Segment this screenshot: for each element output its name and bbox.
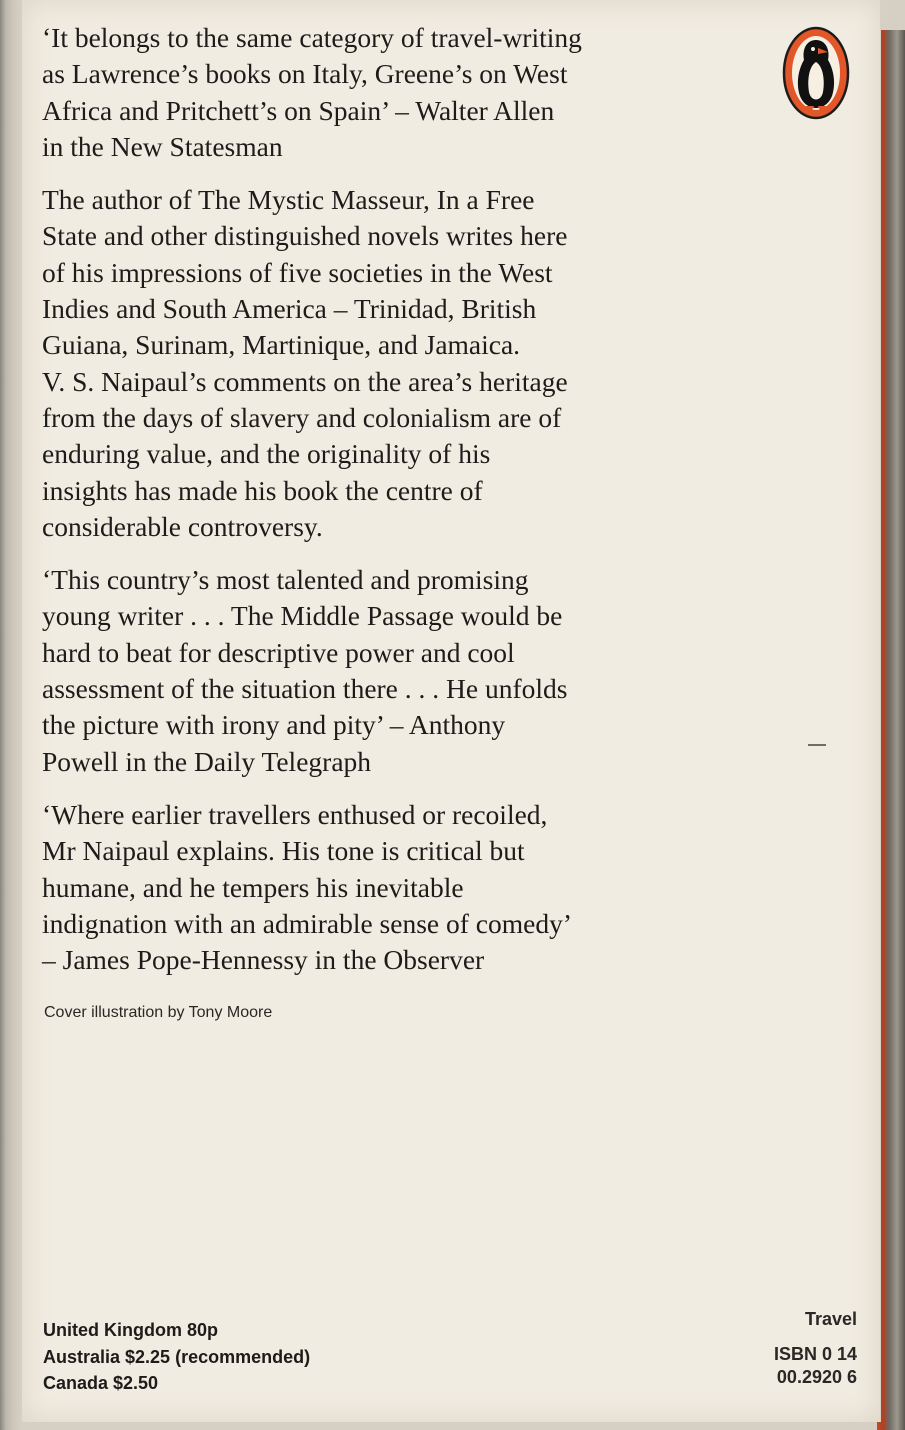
text-line: of his impressions of five societies in the West — [42, 256, 553, 288]
text-line: hard to beat for descriptive power and cool — [42, 636, 515, 668]
text-line: Guiana, Surinam, Martinique, and Jamaica. — [42, 329, 521, 361]
text-line: in the New Statesman — [42, 130, 283, 162]
text-line: as Lawrence’s books on Italy, Greene’s on West — [42, 58, 568, 90]
text-line: V. S. Naipaul’s comments on the area’s heritage — [42, 365, 568, 397]
text-line: the picture with irony and pity’ – Anthony — [42, 709, 506, 741]
price-canada: Canada $2.50 — [43, 1373, 159, 1393]
price-uk: United Kingdom 80p — [43, 1320, 218, 1340]
text-line: from the days of slavery and colonialism are of — [42, 401, 562, 433]
price-list — [43, 1317, 310, 1397]
text-line: indignation with an admirable sense of comedy’ — [42, 907, 572, 939]
price-australia: Australia $2.25 (recommended) — [43, 1346, 311, 1367]
isbn-line: 00.2920 6 — [776, 1367, 857, 1387]
text-line: enduring value, and the originality of his — [42, 438, 491, 470]
cover-fold-edge — [877, 30, 905, 1430]
text-line: Africa and Pritchett’s on Spain’ – Walter Allen — [42, 94, 555, 126]
text-line: ‘Where earlier travellers enthused or recoiled, — [42, 798, 548, 830]
review-quote-walter-allen — [42, 20, 742, 165]
text-line: Indies and South America – Trinidad, British — [42, 293, 537, 325]
text-line: The author of The Mystic Masseur, In a Free — [42, 184, 535, 216]
text-line: – James Pope-Hennessy in the Observer — [42, 944, 485, 976]
penguin-logo-icon — [782, 26, 850, 120]
book-description — [42, 182, 742, 545]
text-line: ‘It belongs to the same category of travel-writing — [42, 22, 582, 53]
text-line: considerable controversy. — [42, 510, 323, 542]
catalog-info — [774, 1308, 857, 1389]
review-quote-pope-hennessy — [42, 797, 742, 978]
text-line: Powell in the Daily Telegraph — [42, 745, 372, 777]
text-line: assessment of the situation there . . . He unfolds — [42, 673, 568, 705]
text-line: ‘This country’s most talented and promising — [42, 564, 529, 596]
text-line: young writer . . . The Middle Passage would be — [42, 600, 563, 632]
isbn-line: ISBN 0 14 — [773, 1344, 857, 1364]
text-line: Mr Naipaul explains. His tone is critical but — [42, 835, 525, 867]
review-quote-anthony-powell — [42, 562, 742, 780]
blurb-text — [42, 20, 742, 995]
cover-illustration-credit: Cover illustration by Tony Moore — [44, 1004, 273, 1021]
text-line: humane, and he tempers his inevitable — [42, 871, 464, 903]
category-label: Travel — [804, 1309, 857, 1329]
text-line: State and other distinguished novels writes here — [42, 220, 568, 252]
ink-mark — [808, 744, 826, 746]
text-line: insights has made his book the centre of — [42, 474, 483, 506]
